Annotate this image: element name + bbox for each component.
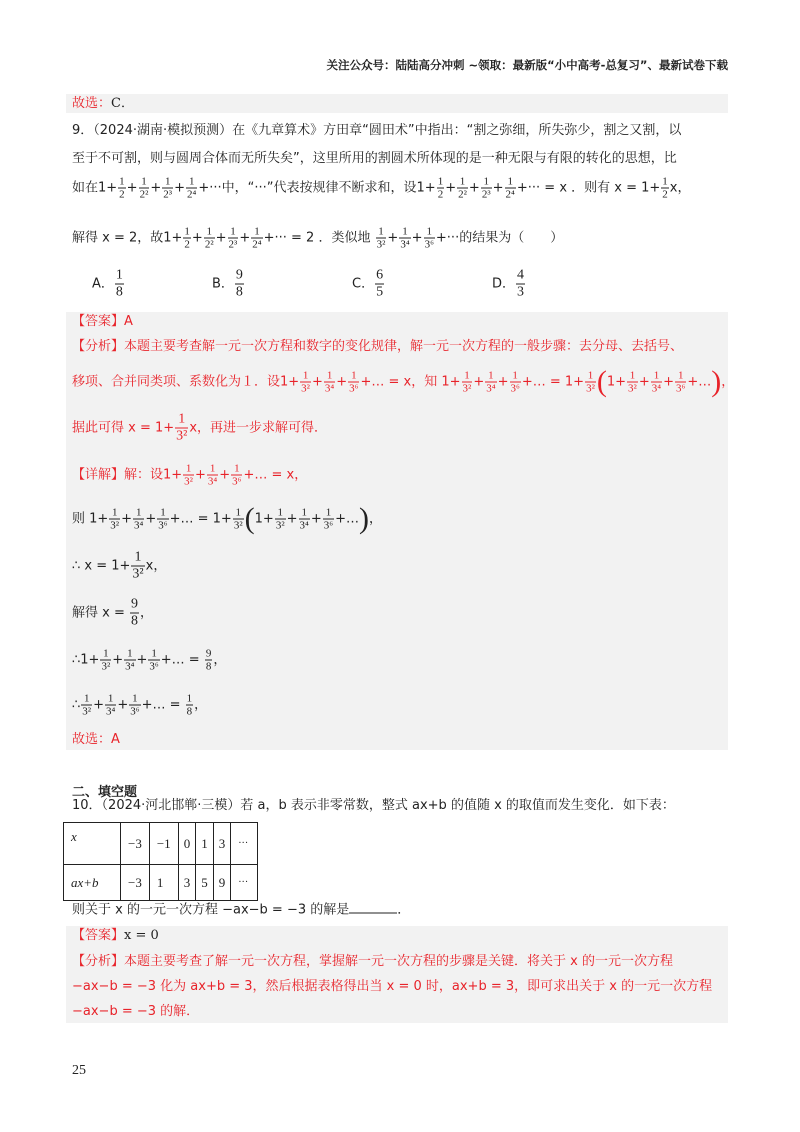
table-cell: ···	[231, 823, 258, 865]
bracket: (	[596, 365, 607, 398]
table-cell: 5	[196, 865, 214, 901]
option-fraction: $\frac{4}{3}$	[517, 267, 525, 300]
option-label: D．	[492, 276, 516, 292]
text-run: +	[93, 697, 104, 713]
fraction: $\frac{1}{\text{3⁴}}$	[299, 506, 309, 532]
text-run: +··· = 2 ．类似地	[263, 230, 375, 246]
text-run: 【详解】解：设1+	[72, 467, 183, 483]
text-run: ，	[721, 374, 735, 390]
text-run: +	[121, 511, 133, 527]
text-run: 故选：A	[72, 732, 120, 747]
text-run: +	[239, 230, 251, 246]
fraction: $\frac{1}{2}$	[119, 175, 125, 201]
q9-line3	[72, 176, 691, 201]
text-run: +	[387, 230, 399, 246]
text-run: +… = 1+	[521, 374, 585, 390]
q10-question	[72, 901, 410, 920]
text-run: 如在1+	[72, 180, 118, 196]
fraction: $\frac{1}{\text{2⁴}}$	[187, 175, 197, 201]
option-d[interactable]	[492, 268, 526, 301]
fraction: $\frac{1}{\text{3²}}$	[82, 692, 92, 718]
fraction: $\frac{1}{\text{3²}}$	[301, 369, 310, 395]
fraction: $\frac{1}{\text{3⁶}}$	[424, 225, 434, 251]
fraction: $\frac{1}{\text{3²}}$	[101, 647, 111, 673]
option-fraction: $\frac{1}{8}$	[115, 267, 123, 300]
text-run: +	[492, 180, 504, 196]
answer-label: 故选：	[72, 96, 112, 111]
fraction: $\frac{1}{\text{3⁶}}$	[232, 462, 242, 488]
fraction: $\frac{1}{\text{2⁴}}$	[505, 175, 515, 201]
text-run: 移项、合并同类项、系数化为１．设1+	[72, 374, 300, 390]
text-run: +	[411, 230, 423, 246]
text-run: +	[150, 180, 162, 196]
text-run: +… = x，知 1+	[360, 374, 461, 390]
option-c[interactable]	[352, 268, 385, 301]
fraction: $\frac{1}{\text{3⁶}}$	[158, 506, 168, 532]
fraction: $\frac{1}{\text{3²}}$	[462, 369, 472, 395]
q9-line4	[72, 226, 563, 251]
fraction: $\frac{1}{\text{2⁴}}$	[252, 225, 262, 251]
q9-detail-2	[72, 502, 383, 535]
text-run: ，	[139, 605, 153, 621]
q9-detail-7	[72, 731, 120, 749]
fraction: $\frac{1}{\text{3⁴}}$	[106, 692, 116, 718]
text-run: +	[310, 511, 322, 527]
fraction: $\frac{9}{8}$	[130, 596, 138, 629]
fraction: $\frac{1}{\text{3⁴}}$	[651, 369, 662, 395]
text-run: +… = 1+	[169, 511, 232, 527]
text-run: ，	[369, 511, 383, 527]
fraction: $\frac{1}{\text{3⁴}}$	[134, 506, 144, 532]
fraction: $\frac{1}{\text{3⁶}}$	[130, 692, 140, 718]
answer-label: 【答案】	[72, 928, 125, 943]
fraction: $\frac{1}{\text{3²}}$	[184, 462, 193, 488]
text-run: +	[468, 180, 480, 196]
page-header: 关注公众号：陆陆高分冲刺 ~领取：最新版“小中高考-总复习”、最新试卷下载	[326, 58, 728, 72]
table-row	[64, 823, 258, 865]
text-run: 1+	[254, 511, 274, 527]
fraction: $\frac{1}{\text{3²}}$	[376, 225, 386, 251]
text-run: +	[112, 652, 124, 668]
text-run: +	[174, 180, 186, 196]
fraction: $\frac{1}{\text{3²}}$	[233, 506, 243, 532]
bracket: (	[244, 502, 255, 535]
q10-analysis1: 【分析】本题主要考查了解一元一次方程，掌握解一元一次方程的步骤是关键．将关于 x 的一元一次方程	[72, 954, 673, 969]
text-run: +···的结果为（ ）	[435, 230, 564, 246]
section-title: 二、填空题	[72, 785, 138, 800]
table-cell: 3	[213, 823, 231, 865]
q9-detail-3	[72, 550, 166, 583]
prev-answer-box	[66, 94, 728, 113]
text-run: +	[136, 652, 148, 668]
text-run: +	[638, 374, 650, 390]
table-cell: −3	[121, 823, 150, 865]
text-run: +	[126, 180, 138, 196]
fraction: $\frac{1}{\text{3²}}$	[628, 369, 637, 395]
fraction: $\frac{1}{\text{2³}}$	[163, 175, 173, 201]
text-run: 解得 x =	[72, 605, 129, 621]
q9-answer: 【答案】A	[72, 314, 133, 329]
fraction: $\frac{1}{\text{3⁶}}$	[349, 369, 359, 395]
text-run: +… =	[160, 652, 204, 668]
text-run: +…	[335, 511, 360, 527]
option-fraction: $\frac{9}{8}$	[235, 267, 243, 300]
fraction: $\frac{1}{2}$	[437, 175, 444, 201]
fraction: $\frac{1}{\text{3²}}$	[275, 506, 285, 532]
text-run: 解得 x = 2，故1+	[72, 230, 183, 246]
text-run: +··· = x ．则有 x = 1+	[516, 180, 661, 196]
option-fraction: $\frac{6}{5}$	[376, 267, 384, 300]
option-b[interactable]	[212, 268, 245, 301]
table-row	[64, 865, 258, 901]
q10-analysis2: −ax−b = −3 化为 ax+b = 3，然后根据表格得出当 x = 0 时，ax+b = 3，即可求出关于 x 的一元一次方程	[72, 979, 713, 994]
answer-blank	[349, 901, 397, 914]
text-run: +	[145, 511, 157, 527]
option-a[interactable]	[92, 268, 125, 301]
q9-analysis3	[72, 412, 327, 445]
text-run: +	[336, 374, 348, 390]
fraction: $\frac{1}{\text{3⁴}}$	[400, 225, 410, 251]
text-run: +	[191, 230, 203, 246]
text-run: ∴1+	[72, 652, 100, 668]
q9-line1: 9．（2024·湖南·模拟预测）在《九章算术》方田章“圆田术”中指出：“割之弥细，所失弥少，割之又割，以	[72, 123, 682, 138]
fraction: $\frac{1}{\text{3²}}$	[110, 506, 120, 532]
table-cell: ax+b	[64, 865, 121, 901]
table-cell: 1	[149, 865, 178, 901]
question-text: 则关于 x 的一元一次方程 −ax−b = −3 的解是	[72, 902, 350, 918]
fraction: $\frac{1}{\text{2³}}$	[228, 225, 238, 251]
fraction: $\frac{1}{2}$	[662, 175, 668, 201]
text-run: +	[219, 467, 231, 483]
table-cell: 9	[213, 865, 231, 901]
text-run: +… = x，	[243, 467, 308, 483]
option-label: B．	[212, 276, 234, 292]
q9-analysis1: 【分析】本题主要考查解一元一次方程和数字的变化规律，解一元一次方程的一般步骤：去分母、去括号、	[72, 339, 684, 354]
fraction: $\frac{1}{\text{3⁴}}$	[207, 462, 218, 488]
answer-value: C	[111, 96, 121, 111]
q9-analysis2	[72, 365, 735, 398]
table-cell: −1	[149, 823, 178, 865]
text-run: +	[117, 697, 129, 713]
fraction: $\frac{1}{\text{3⁴}}$	[486, 369, 496, 395]
fraction: $\frac{1}{\text{3²}}$	[176, 411, 188, 444]
text-run: x，	[145, 558, 167, 574]
fraction: $\frac{1}{\text{3⁴}}$	[125, 647, 135, 673]
fraction: $\frac{1}{\text{2²}}$	[458, 175, 467, 201]
q9-line2: 至于不可割，则与圆周合体而无所失矣”，这里所用的割圆术所体现的是一种无限与有限的转化的思想，比	[72, 151, 677, 166]
text-run: ，	[213, 652, 227, 668]
fraction: $\frac{1}{\text{3²}}$	[586, 369, 595, 395]
text-run: 则 1+	[72, 511, 109, 527]
answer-value: x = 0	[124, 928, 159, 943]
text-run: +	[311, 374, 323, 390]
text-run: x，	[669, 180, 691, 196]
text-run: ，	[194, 697, 208, 713]
bracket: )	[359, 502, 370, 535]
q10-line1: 10．（2024·河北邯郸·三模）若 a，b 表示非零常数，整式 ax+b 的值随 x 的取值而发生变化．如下表：	[72, 798, 675, 813]
bracket: )	[711, 365, 722, 398]
text-run: +…	[687, 374, 712, 390]
text-run: ∴ x = 1+	[72, 558, 131, 574]
q10-table	[63, 822, 258, 901]
text-run: +	[473, 374, 485, 390]
text-run: +	[215, 230, 227, 246]
question-end: ．	[397, 902, 411, 918]
fraction: $\frac{1}{\text{2³}}$	[481, 175, 491, 201]
q10-answer	[72, 927, 159, 945]
q9-detail-5	[72, 648, 226, 673]
text-run: 1+	[606, 374, 627, 390]
table-cell: x	[64, 823, 121, 865]
prev-answer	[72, 95, 134, 113]
fraction: $\frac{1}{\text{2²}}$	[204, 225, 214, 251]
q9-detail-6	[72, 693, 207, 718]
page-number: 25	[72, 1063, 86, 1078]
text-run: +… =	[141, 697, 185, 713]
text-run: +	[286, 511, 298, 527]
q10-analysis3: −ax−b = −3 的解．	[72, 1004, 200, 1019]
fraction: $\frac{1}{\text{3⁶}}$	[323, 506, 334, 532]
fraction: $\frac{9}{8}$	[205, 647, 212, 673]
table-cell: ···	[231, 865, 258, 901]
q9-detail-4	[72, 597, 153, 630]
fraction: $\frac{1}{8}$	[186, 692, 193, 718]
text-run: +···中，“···”代表按规律不断求和，设1+	[198, 180, 436, 196]
fraction: $\frac{1}{\text{3⁶}}$	[510, 369, 520, 395]
table-cell: 1	[196, 823, 214, 865]
fraction: $\frac{1}{\text{3²}}$	[132, 549, 144, 582]
fraction: $\frac{1}{2}$	[184, 225, 190, 251]
text-run: +	[497, 374, 509, 390]
text-run: ∴	[72, 697, 81, 713]
table-cell: 3	[178, 865, 196, 901]
option-label: A．	[92, 276, 114, 292]
text-run: +	[663, 374, 675, 390]
fraction: $\frac{1}{\text{3⁴}}$	[324, 369, 335, 395]
text-run: +	[194, 467, 206, 483]
fraction: $\frac{1}{\text{2²}}$	[139, 175, 149, 201]
text-run: x，再进一步求解可得．	[189, 420, 328, 436]
table-cell: −3	[121, 865, 150, 901]
text-run: 据此可得 x = 1+	[72, 420, 175, 436]
table-cell: 0	[178, 823, 196, 865]
fraction: $\frac{1}{\text{3⁶}}$	[149, 647, 159, 673]
fraction: $\frac{1}{\text{3⁶}}$	[676, 369, 686, 395]
text-run: +	[445, 180, 457, 196]
answer-period: ．	[120, 96, 134, 111]
option-label: C．	[352, 276, 375, 292]
q9-detail-1	[72, 463, 307, 488]
